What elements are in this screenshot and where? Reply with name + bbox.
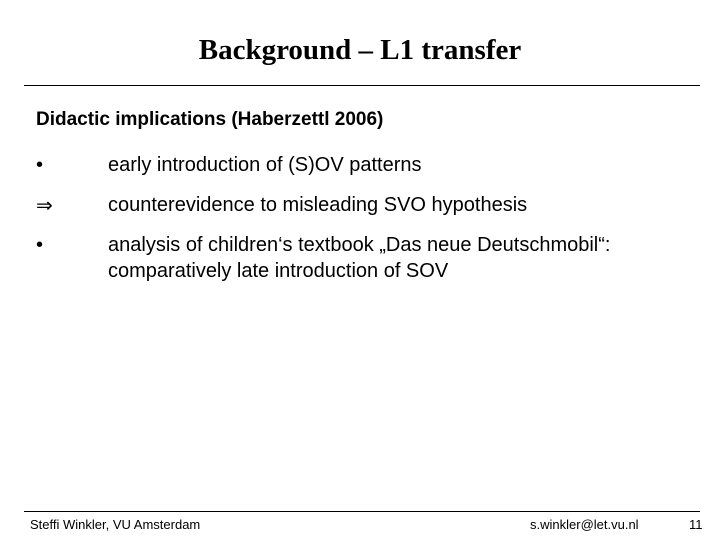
bullet-text	[108, 232, 696, 284]
bullet-item	[36, 232, 696, 284]
bullet-line: counterevidence to misleading SVO hypothesis	[108, 194, 528, 216]
footer-author: Steffi Winkler, VU Amsterdam	[30, 517, 201, 532]
bullet-dot-icon: •	[36, 234, 44, 256]
slide-subtitle: Didactic implications (Haberzettl 2006)	[36, 109, 384, 130]
implies-arrow-icon: ⇒	[36, 193, 53, 217]
bullet-item	[36, 192, 696, 218]
bullet-list	[36, 152, 696, 298]
slide-title: Background – L1 transfer	[198, 34, 522, 66]
bullet-line: early introduction of (S)OV patterns	[108, 154, 422, 176]
title-divider	[24, 85, 700, 86]
page-number: 11	[689, 517, 703, 532]
bullet-line: comparatively late introduction of SOV	[108, 260, 449, 282]
footer-email: s.winkler@let.vu.nl	[530, 517, 639, 532]
bullet-text	[108, 192, 696, 218]
bullet-dot-icon: •	[36, 154, 44, 176]
bullet-text	[108, 152, 696, 178]
footer-divider	[24, 511, 700, 512]
bullet-line: analysis of children‘s textbook „Das neue Deutschmobil“:	[108, 234, 611, 256]
bullet-item	[36, 152, 696, 178]
